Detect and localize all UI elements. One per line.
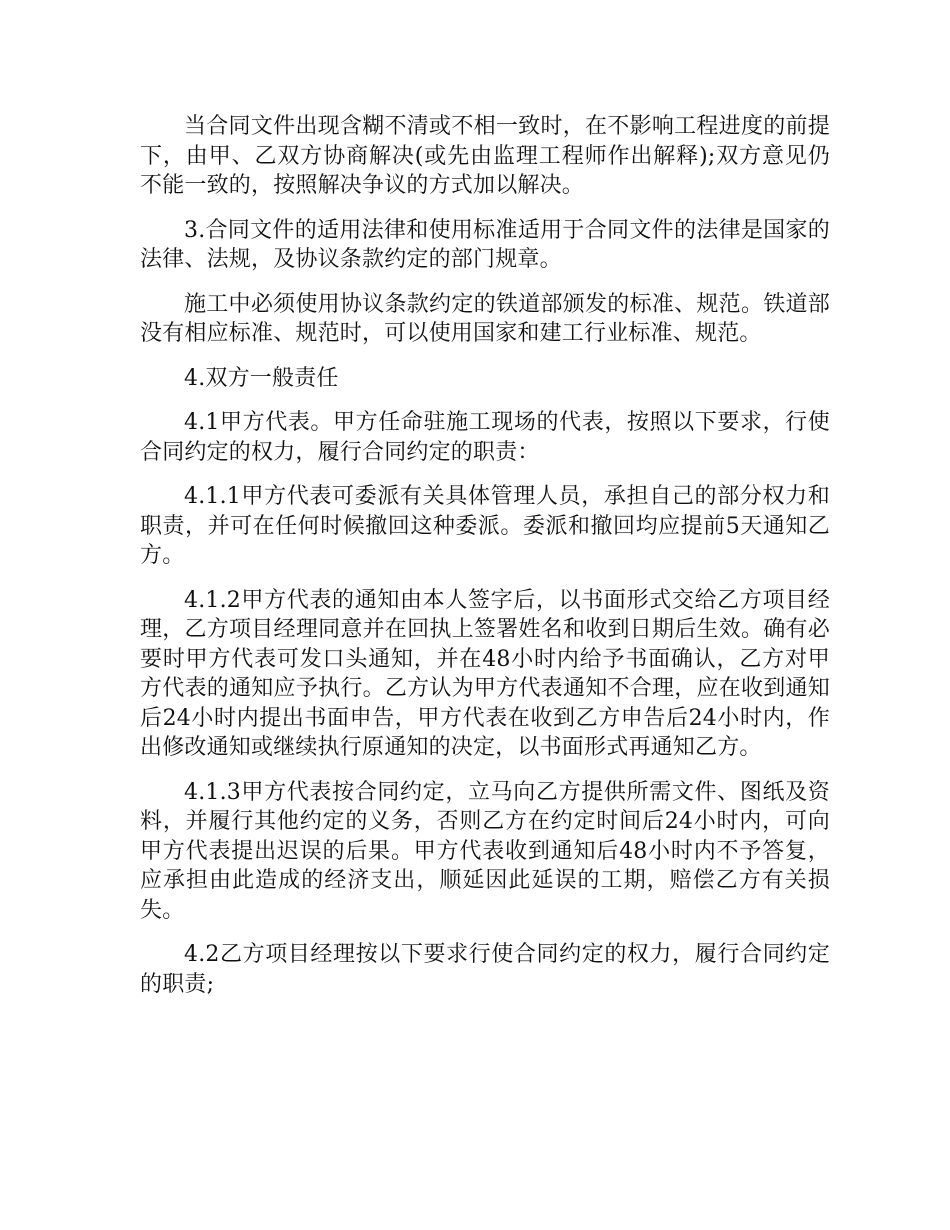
paragraph-4-1-2: 4.1.2甲方代表的通知由本人签字后，以书面形式交给乙方项目经理，乙方项目经理同意并在回执上签署姓名和收到日期后生效。确有必要时甲方代表可发口头通知，并在48小时内给予书面确认，乙方对甲方代表的通知应予执行。乙方认为甲方代表通知不合理，应在收到通知后24小时内提出书面申告，甲方代表在收到乙方申告后24小时内，作出修改通知或继续执行原通知的决定，以书面形式再通知乙方。 [140,587,830,760]
paragraph-party-a-representative: 4.1甲方代表。甲方任命驻施工现场的代表，按照以下要求，行使合同约定的权力，履行合同约定的职责： [140,410,830,465]
document-body [140,112,830,1014]
section-heading-general-duties: 4.双方一般责任 [184,365,339,391]
paragraph-standards: 施工中必须使用协议条款约定的铁道部颁发的标准、规范。铁道部没有相应标准、规范时，可以使用国家和建工行业标准、规范。 [140,291,830,346]
paragraph-dispute-resolution: 当合同文件出现含糊不清或不相一致时，在不影响工程进度的前提下，由甲、乙双方协商解决(或先由监理工程师作出解释);双方意见仍不能一致的，按照解决争议的方式加以解决。 [140,114,830,198]
paragraph-4-2: 4.2乙方项目经理按以下要求行使合同约定的权力，履行合同约定的职责; [140,942,830,997]
paragraph-4-1-3: 4.1.3甲方代表按合同约定，立马向乙方提供所需文件、图纸及资料，并履行其他约定的义务，否则乙方在约定时间后24小时内，可向甲方代表提出迟误的后果。甲方代表收到通知后48小时内不予答复，应承担由此造成的经济支出，顺延因此延误的工期，赔偿乙方有关损失。 [140,779,830,923]
paragraph-applicable-law: 3.合同文件的适用法律和使用标准适用于合同文件的法律是国家的法律、法规，及协议条款约定的部门规章。 [140,217,830,272]
paragraph-4-1-1: 4.1.1甲方代表可委派有关具体管理人员，承担自己的部分权力和职责，并可在任何时候撤回这种委派。委派和撤回均应提前5天通知乙方。 [140,484,830,568]
